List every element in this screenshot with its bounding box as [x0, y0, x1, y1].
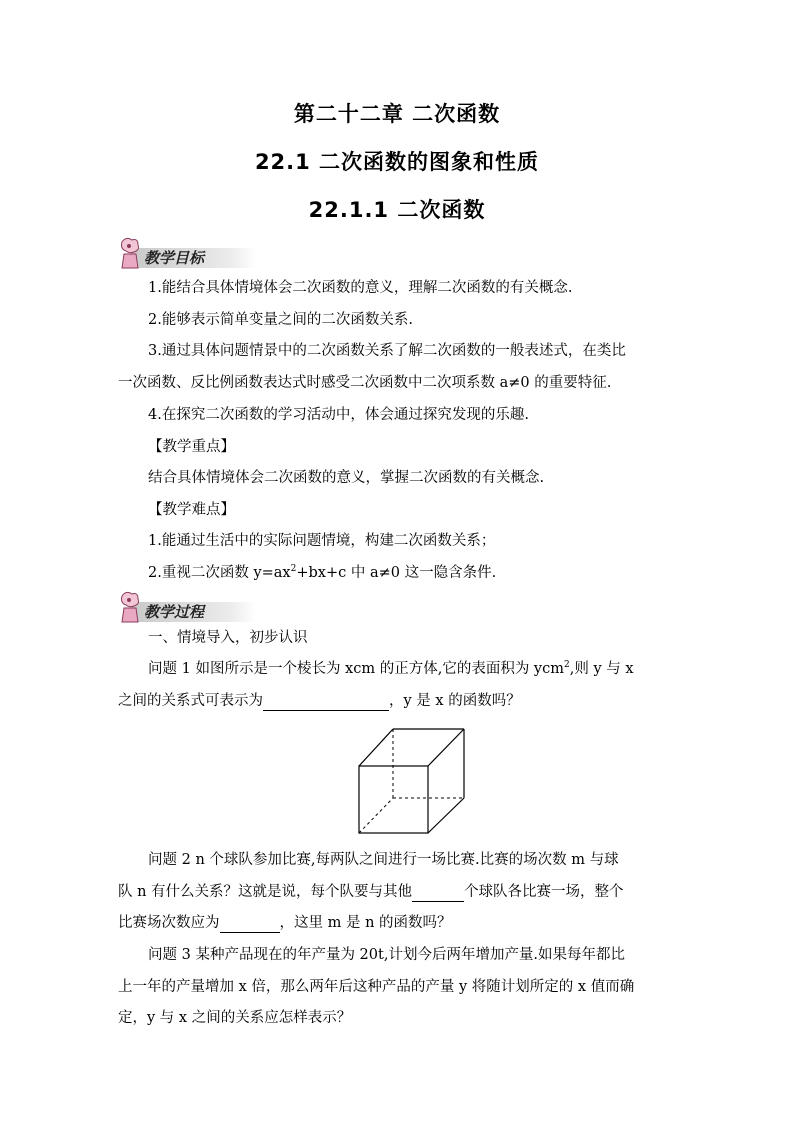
- difficulty-title: 【教学难点】: [148, 502, 235, 518]
- cube-edge-bottom-right: [428, 798, 464, 833]
- question-2-line-3: [118, 913, 678, 933]
- exponent: 2: [290, 564, 297, 575]
- question-2-line-1: 问题 2 n 个球队参加比赛,每两队之间进行一场比赛.比赛的场次数 m 与球: [148, 852, 619, 868]
- subsection-title: 22.1.1 二次函数: [308, 198, 486, 222]
- q1-line2-pre: 之间的关系式可表示为: [118, 693, 263, 709]
- cube-edge-top-left: [359, 729, 393, 766]
- process-badge-label: 教学过程: [144, 603, 205, 621]
- key-points-title: 【教学重点】: [148, 439, 235, 455]
- q2-line3-post: ，这里 m 是 n 的函数吗？: [279, 915, 452, 931]
- teacher-icon: [116, 236, 146, 270]
- question-2-line-2: [118, 882, 678, 902]
- process-badge: [116, 590, 256, 624]
- question-3-line-2: 上一年的产量增加 x 倍，那么两年后这种产品的产量 y 将随计划所定的 x 值而确: [118, 979, 635, 995]
- goal-item-2: 2.能够表示简单变量之间的二次函数关系.: [148, 312, 413, 328]
- goal-item-1: 1.能结合具体情境体会二次函数的意义，理解二次函数的有关概念.: [148, 280, 573, 296]
- goal-item-3-cont: 一次函数、反比例函数表达式时感受二次函数中二次项系数 a≠0 的重要特征.: [118, 375, 612, 391]
- question-1-line-1: [148, 659, 708, 679]
- difficulty-item-2: [148, 563, 708, 583]
- key-points-text: 结合具体情境体会二次函数的意义，掌握二次函数的有关概念.: [148, 470, 545, 486]
- question-1-line-2: [118, 691, 678, 711]
- chapter-title: 第二十二章 二次函数: [293, 102, 501, 126]
- cube-edge-top-right: [428, 729, 464, 766]
- difficulty-item-2-post: +bx+c 中 a≠0 这一隐含条件.: [296, 565, 497, 581]
- q1-text: 问题 1 如图所示是一个棱长为 xcm 的正方体,它的表面积为 ycm: [148, 661, 564, 677]
- goals-badge-label: 教学目标: [144, 249, 205, 267]
- section-title: 22.1 二次函数的图象和性质: [254, 150, 540, 174]
- answer-blank-3[interactable]: [220, 916, 280, 933]
- goal-item-4: 4.在探究二次函数的学习活动中，体会通过探究发现的乐趣.: [148, 407, 529, 423]
- goals-badge: [116, 236, 256, 270]
- difficulty-item-2-pre: 2.重视二次函数 y=ax: [148, 565, 291, 581]
- q1-line2-post: ，y 是 x 的函数吗？: [389, 693, 521, 709]
- answer-blank-1[interactable]: [263, 694, 389, 711]
- teacher-icon: [116, 590, 146, 624]
- q2-line2-pre: 队 n 有什么关系？这就是说，每个队要与其他: [118, 884, 413, 900]
- intro-heading: 一、情境导入，初步认识: [148, 630, 308, 646]
- cube-hidden-diagonal-edge: [359, 798, 393, 833]
- goal-item-3: 3.通过具体问题情景中的二次函数关系了解二次函数的一般表述式，在类比: [148, 343, 626, 359]
- question-3-line-1: 问题 3 某种产品现在的年产量为 20t,计划今后两年增加产量.如果每年都比: [148, 947, 626, 963]
- exponent: 2: [564, 660, 570, 671]
- q1-text-post: ,则 y 与 x: [569, 661, 634, 677]
- cube-figure: [356, 726, 468, 836]
- difficulty-item-1: 1.能通过生活中的实际问题情境，构建二次函数关系；: [148, 533, 496, 549]
- question-3-line-3: 定，y 与 x 之间的关系应怎样表示？: [118, 1010, 352, 1026]
- answer-blank-2[interactable]: [412, 885, 464, 902]
- q2-line2-post: 个球队各比赛一场，整个: [464, 884, 624, 900]
- q2-line3-pre: 比赛场次数应为: [118, 915, 220, 931]
